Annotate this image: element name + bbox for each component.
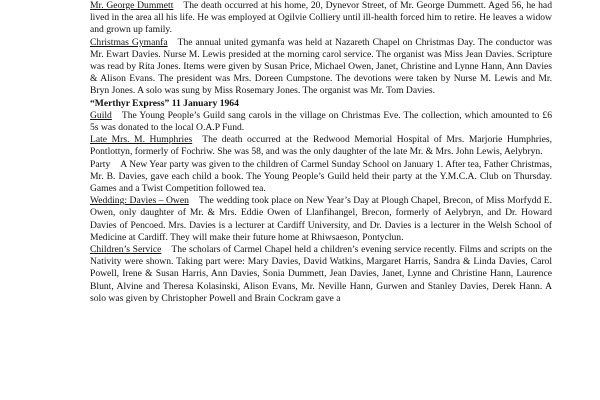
entry-text: The wedding took place on New Year’s Day at Plough Chapel, Brecon, of Miss Morfydd E. Owen, only daughter of Mr. & Mrs. Eddie Owen of Llanfihangel, Brecon, formerly of Aelybryn, and Dr. Howard Davies of Pencoed. Mrs. Davies is a lecturer at Cardiff University, and Dr. Davies is a lecturer in the Welsh School of Medicine at Cardiff. They will make their future home at Rhiwsaeson, Pontyclun.	[90, 195, 552, 243]
entry-party	[90, 159, 552, 196]
entry-heading: Mr. George Dummett	[90, 0, 174, 11]
entry-heading: Children’s Service	[90, 244, 162, 256]
entry-george-dummett	[90, 0, 552, 37]
entry-heading: Guild	[90, 109, 112, 121]
entry-heading: Christmas Gymanfa	[90, 36, 168, 48]
entry-text: The death occurred at his home, 20, Dynevor Street, of Mr. George Dummett. Aged 56, he had lived in the area all his life. He was employed at Ogilvie Colliery until ill-health forced him to retire. He leaves a widow and grown up family.	[90, 0, 552, 36]
entry-text: The annual united gymanfa was held at Nazareth Chapel on Christmas Day. The conductor was Mr. Ewart Davies. Nurse M. Lewis presided at the morning carol service. The organist was Miss Jean Davies. Scripture was read by Rita Jones. Items were given by Susan Price, Michael Owen, Janet, Christine and Lynne Hann, Ann Davies & Alison Evans. The president was Mrs. Doreen Cumpstone. The devotions were taken by Nurse M. Lewis and Mr. Bryn Jones. A solo was sung by Miss Rosemary Jones. The organist was Mr. Tom Davies.	[90, 36, 552, 97]
entry-text: A New Year party was given to the children of Carmel Sunday School on January 1. After tea, Father Christmas, Mr. B. Davies, gave each child a book. The Young People’s Guild held their party at the Y.M.C.A. Club on Thursday. Games and a Twist Competition followed tea.	[90, 158, 552, 195]
entry-late-mrs-humphries	[90, 134, 552, 158]
entry-heading: Wedding: Davies – Owen	[90, 195, 189, 207]
entry-text: The death occurred at the Redwood Memorial Hospital of Mrs. Marjorie Humphries, Pontlottyn, formerly of Fochriw. She was 58, and was the only daughter of the late Mr. & Mrs. John Lewis, Aelybryn.	[90, 134, 552, 158]
entry-wedding	[90, 195, 552, 244]
entry-guild	[90, 110, 552, 134]
document-page	[90, 0, 552, 400]
entry-heading: Party	[90, 158, 111, 170]
entry-christmas-gymanfa	[90, 37, 552, 98]
entry-childrens-service	[90, 244, 552, 305]
entry-text: The Young People’s Guild sang carols in the village on Christmas Eve. The collection, which amounted to £6 5s was donated to the local O.A.P Fund.	[90, 109, 552, 134]
entry-heading: Late Mrs. M. Humphries	[90, 134, 193, 146]
section-title: “Merthyr Express” 11 January 1964	[90, 97, 239, 109]
entry-text: The scholars of Carmel Chapel held a children’s evening service recently. Films and scripts on the Nativity were shown. Taking part were: Mary Davies, David Watkins, Margaret Harris, Sandra & Linda Davies, Carol Powell, Irene & Susan Harris, Ann Davies, Sonia Dummett, Jean Davies, Janet, Lynne and Christine Hann, Laurence Blunt, Alvine and Theresa Kolasinski, Alison Evans, Mr. Neville Hann, Gurwen and Stanley Davies, Derek Hann. A solo was given by Christopher Powell and Brain Cockram gave a	[90, 244, 552, 304]
